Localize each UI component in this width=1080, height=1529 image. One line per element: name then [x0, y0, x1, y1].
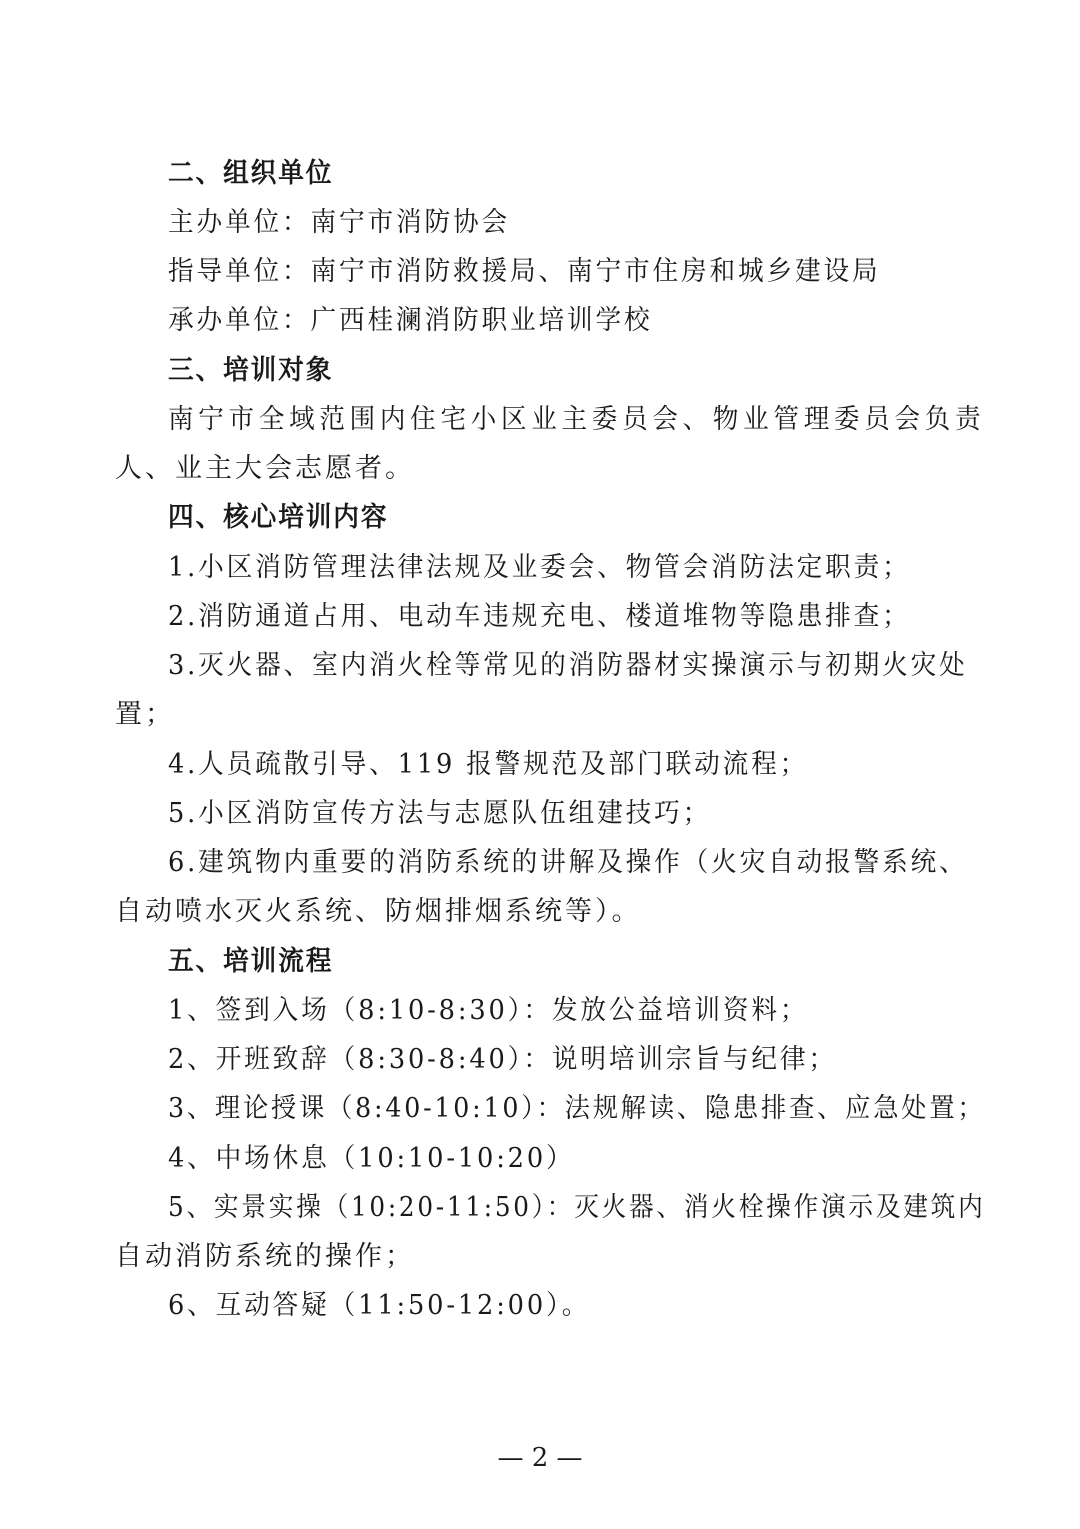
section-heading-content: 四、核心培训内容	[168, 502, 389, 533]
schedule-step-6: 6、互动答疑（11:50-12:00）。	[168, 1290, 591, 1321]
content-item-6-line2: 自动喷水灭火系统、防烟排烟系统等）。	[115, 896, 642, 927]
content-item-3-line2: 置；	[115, 699, 175, 730]
guide-unit: 指导单位：南宁市消防救援局、南宁市住房和城乡建设局	[168, 256, 881, 287]
schedule-step-3: 3、理论授课（8:40-10:10）：法规解读、隐患排查、应急处置；	[168, 1093, 986, 1124]
content-item-6-line1: 6.建筑物内重要的消防系统的讲解及操作（火灾自动报警系统、	[168, 847, 968, 878]
schedule-step-4: 4、中场休息（10:10-10:20）	[168, 1143, 575, 1174]
content-item-4: 4.人员疏散引导、119 报警规范及部门联动流程；	[168, 749, 809, 780]
audience-text-line1: 南宁市全域范围内住宅小区业主委员会、物业管理委员会负责	[168, 404, 986, 435]
content-item-5: 5.小区消防宣传方法与志愿队伍组建技巧；	[168, 798, 712, 829]
content-item-2: 2.消防通道占用、电动车违规充电、楼道堆物等隐患排查；	[168, 601, 911, 632]
schedule-step-2: 2、开班致辞（8:30-8:40）：说明培训宗旨与纪律；	[168, 1044, 837, 1075]
section-heading-schedule: 五、培训流程	[168, 946, 334, 977]
organizer-unit: 承办单位：广西桂澜消防职业培训学校	[168, 305, 653, 336]
section-heading-audience: 三、培训对象	[168, 355, 334, 386]
section-heading-organizers: 二、组织单位	[168, 158, 334, 189]
audience-text-line2: 人、业主大会志愿者。	[115, 453, 415, 484]
content-item-3-line1: 3.灭火器、室内消火栓等常见的消防器材实操演示与初期火灾处	[168, 650, 968, 681]
schedule-step-5-line2: 自动消防系统的操作；	[115, 1241, 415, 1272]
page-number: — 2 —	[497, 1443, 583, 1473]
schedule-step-5-line1: 5、实景实操（10:20-11:50）：灭火器、消火栓操作演示及建筑内	[168, 1192, 986, 1223]
content-item-1: 1.小区消防管理法律法规及业委会、物管会消防法定职责；	[168, 552, 911, 583]
schedule-step-1: 1、签到入场（8:10-8:30）：发放公益培训资料；	[168, 995, 809, 1026]
host-unit: 主办单位：南宁市消防协会	[168, 207, 510, 238]
